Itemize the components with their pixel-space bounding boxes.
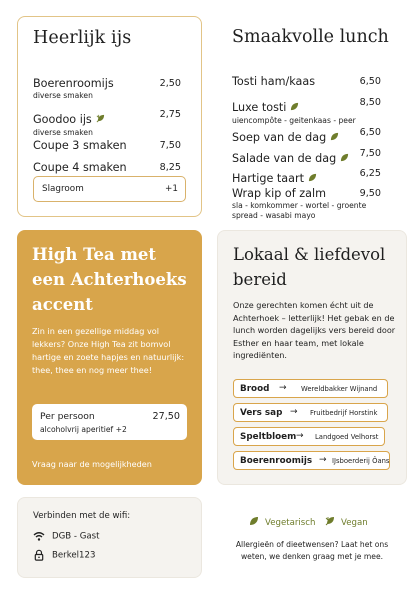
price-value: 27,50: [152, 411, 180, 422]
vegetarian-icon: [249, 516, 259, 526]
ice-card: [17, 16, 202, 217]
item-price: 7,50: [359, 148, 381, 159]
item-name: Wrap kip of zalm: [232, 187, 326, 200]
item-price: 6,50: [359, 76, 381, 87]
item-price: 8,25: [159, 162, 181, 173]
supplier-product: Speltbloem: [240, 432, 297, 442]
item-desc: diverse smaken: [33, 91, 93, 100]
menu-item: [232, 96, 381, 126]
item-desc: sla - komkommer - wortel - groente spread - wasabi mayo: [232, 201, 367, 220]
item-price: 6,50: [359, 127, 381, 138]
menu-item: [232, 147, 381, 166]
legend-section: [217, 497, 407, 578]
menu-item: [33, 77, 181, 100]
menu-item: [33, 108, 181, 137]
supplier-product: Brood: [240, 384, 270, 394]
item-name: Luxe tosti: [232, 101, 287, 114]
supplier-source: Landgoed Velhorst: [315, 433, 379, 441]
supplier-product: Vers sap: [240, 408, 283, 418]
legend-vegan: [325, 516, 368, 528]
menu-item: [232, 126, 381, 145]
item-price: 2,50: [159, 78, 181, 89]
vegan-icon: [96, 114, 105, 123]
vegetarian-icon: [330, 132, 339, 141]
wifi-network-row: [33, 530, 100, 542]
menu-item: [232, 167, 381, 186]
item-name: Hartige taart: [232, 172, 304, 185]
item-price: 9,50: [359, 188, 381, 199]
supplier-row: [233, 451, 390, 470]
high-tea-card: [17, 230, 202, 485]
arrow-right-icon: →: [319, 455, 327, 465]
menu-item: [232, 75, 381, 88]
local-card: [217, 230, 407, 485]
wifi-icon: [33, 530, 45, 542]
item-price: 2,75: [159, 109, 181, 120]
item-name: Goodoo ijs: [33, 113, 92, 126]
wifi-password: Berkel123: [52, 550, 96, 561]
menu-item: [232, 187, 381, 221]
arrow-right-icon: →: [296, 431, 304, 441]
wifi-title: Verbinden met de wifi:: [33, 511, 131, 521]
item-name: Tosti ham/kaas: [232, 75, 316, 88]
local-text: Onze gerechten komen écht uit de Achterhoek – letterlijk! Het gebak en de lunch worden dagelijks vers bereid door Esther en haar team, met lokale ingrediënten.: [233, 300, 396, 360]
price-label: Per persoon: [40, 411, 95, 422]
ice-title: Heerlijk ijs: [33, 28, 132, 48]
item-price: 6,25: [359, 168, 381, 179]
price-sub: alcoholvrij aperitief +2: [40, 425, 127, 434]
high-tea-ask: Vraag naar de mogelijkheden: [32, 459, 152, 469]
item-desc: uiencompôte - geitenkaas - peer: [232, 116, 356, 125]
legend-vegan-label: Vegan: [341, 518, 368, 528]
supplier-source: Wereldbakker Wijnand: [301, 385, 378, 393]
supplier-row: [233, 427, 385, 446]
legend-vegetarian: [249, 516, 315, 528]
supplier-product: Boerenroomijs: [240, 456, 313, 466]
high-tea-price-box: [32, 404, 187, 440]
high-tea-title: High Tea met een Achterhoeks accent: [32, 245, 187, 314]
supplier-row: [233, 403, 388, 422]
vegan-icon: [325, 516, 335, 526]
lunch-card: [217, 16, 407, 220]
vegetarian-icon: [308, 173, 317, 182]
extra-label: Slagroom: [42, 184, 84, 194]
extra-option-box: [33, 176, 186, 202]
supplier-source: Fruitbedrijf Horstink: [310, 409, 378, 417]
extra-price: +1: [165, 184, 178, 194]
item-name: Salade van de dag: [232, 152, 337, 165]
allergy-note: Allergieën of dieetwensen? Laat het ons weten, we denken graag met je mee.: [235, 540, 389, 561]
supplier-row: [233, 379, 388, 398]
lunch-title: Smaakvolle lunch: [232, 27, 389, 47]
item-name: Soep van de dag: [232, 131, 327, 144]
arrow-right-icon: →: [290, 407, 298, 417]
wifi-password-row: [33, 549, 95, 561]
arrow-right-icon: →: [279, 383, 287, 393]
local-title: Lokaal & liefdevol bereid: [233, 245, 386, 289]
menu-item: [33, 161, 181, 174]
vegetarian-icon: [340, 153, 349, 162]
item-price: 7,50: [159, 140, 181, 151]
item-price: 8,50: [359, 97, 381, 108]
item-name: Boerenroomijs: [33, 77, 114, 90]
item-desc: diverse smaken: [33, 128, 93, 137]
wifi-network: DGB - Gast: [52, 531, 100, 542]
vegetarian-icon: [290, 102, 299, 111]
legend-vegetarian-label: Vegetarisch: [265, 518, 316, 528]
menu-item: [33, 139, 181, 152]
lock-icon: [33, 549, 45, 561]
wifi-card: [17, 497, 202, 578]
item-name: Coupe 3 smaken: [33, 139, 127, 152]
high-tea-intro: Zin in een gezellige middag vol lekkers? Onze High Tea zit bomvol hartige en zoete hapjes en natuurlijk: thee, thee en nog meer thee!: [32, 326, 185, 375]
item-name: Coupe 4 smaken: [33, 161, 127, 174]
supplier-source: IJsboerderij Ôans: [332, 457, 390, 465]
